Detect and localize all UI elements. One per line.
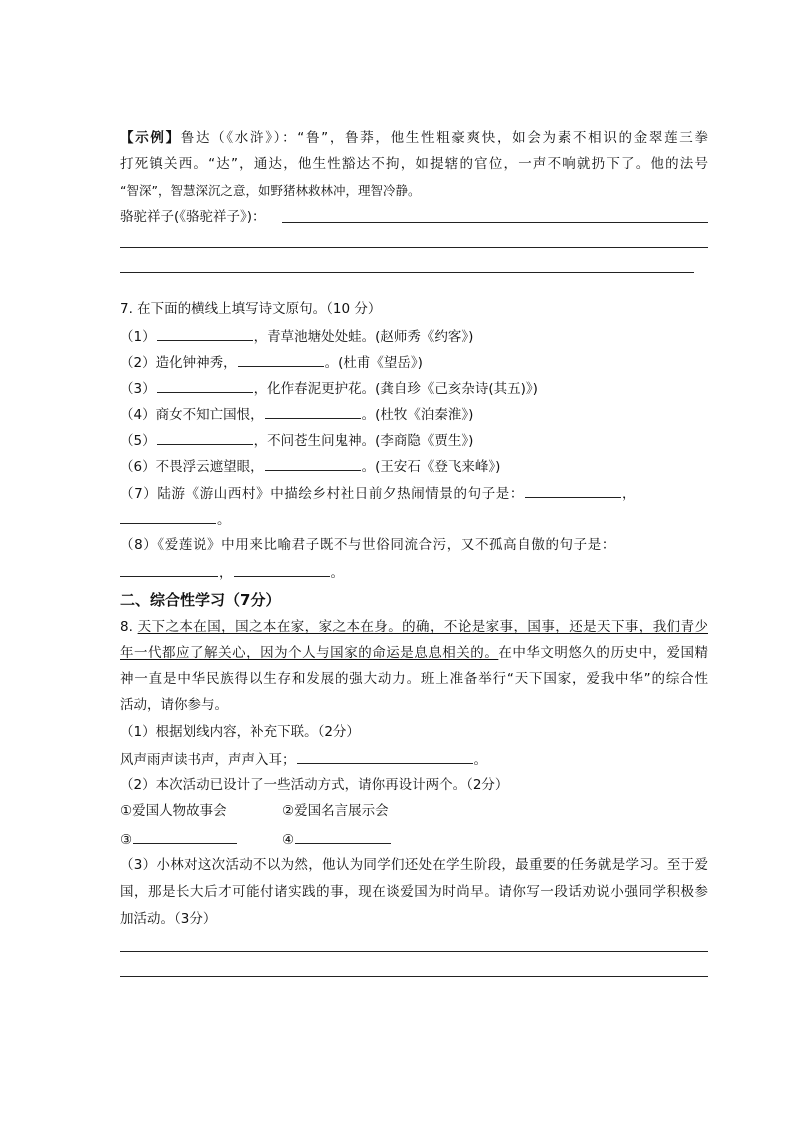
activity-item-4: ④ [282, 830, 392, 848]
blank-field[interactable] [120, 563, 218, 577]
q8-line-3: 神一直是中华民族得以生存和发展的强大动力。班上准备举行“天下国家，爱我中华”的综合性 [120, 671, 708, 687]
blank-field[interactable] [157, 431, 253, 445]
section-2-title: 二、综合性学习（7分） [120, 591, 281, 609]
q7-item-6: （6）不畏浮云遮望眼， 。(王安石《登飞来峰》) [120, 459, 501, 475]
example-line-1: 【示例】鲁达（《水浒》）：“鲁”，鲁莽，他生性粗豪爽快，如会为素不相识的金翠莲三拳 [120, 130, 708, 146]
example-label: 【示例】 [120, 130, 181, 146]
q8-sub3-line-2: 国，那是长大后才可能付诸实践的事，现在谈爱国为时尚早。请你写一段话劝说小强同学积极参 [120, 884, 708, 900]
couplet-blank[interactable] [297, 750, 473, 764]
activity-item-2: ②爱国名言展示会 [282, 803, 389, 819]
q8-line-2: 年一代都应了解关心，因为个人与国家的命运是息息相关的。在中华文明悠久的历史中，爱国精 [120, 645, 709, 661]
q7-item-7-cont: 。 [120, 510, 231, 528]
q8-sub1-title: （1）根据划线内容，补充下联。（2分） [120, 724, 360, 740]
q7-item-1: （1） ，青草池塘处处蛙。(赵师秀《约客》) [120, 329, 474, 345]
blank-field[interactable] [265, 405, 361, 419]
activity-blank-4[interactable] [295, 830, 391, 844]
blank-field[interactable] [238, 353, 324, 367]
q7-title: 7. 在下面的横线上填写诗文原句。（10 分） [120, 301, 382, 317]
q8-sub2-title: （2）本次活动已设计了一些活动方式，请你再设计两个。（2分） [120, 777, 509, 793]
q7-item-5: （5） ，不问苍生问鬼神。(李商隐《贾生》) [120, 433, 474, 449]
activity-item-1: ①爱国人物故事会 [120, 803, 227, 819]
example-line-3: “智深”，智慧深沉之意，如野猪林救林冲，理智冷静。 [120, 183, 421, 198]
q8-sub3-line-1: （3）小林对这次活动不以为然，他认为同学们还处在学生阶段，最重要的任务就是学习。至于爱 [120, 857, 708, 873]
q7-item-8: （8）《爱莲说》中用来比喻君子既不与世俗同流合污，又不孤高自傲的句子是： [120, 537, 616, 553]
q8-sub3-line-3: 加活动。（3分） [120, 911, 217, 927]
q7-item-7: （7）陆游《游山西村》中描绘乡村社日前夕热闹情景的句子是： ， [120, 486, 636, 502]
answer-line-1[interactable] [282, 222, 708, 223]
q8-sub1-prompt: 风声雨声读书声，声声入耳； 。 [120, 752, 487, 768]
answer-line-3[interactable] [120, 272, 694, 273]
q8-line-1: 8. 天下之本在国，国之本在家，家之本在身。的确，不论是家事，国事，还是天下事，我们青少 [120, 619, 708, 635]
activity-item-3: ③ [120, 830, 238, 848]
q7-item-4: （4）商女不知亡国恨， 。(杜牧《泊秦淮》) [120, 407, 474, 423]
q7-item-8-cont: ， 。 [120, 563, 344, 581]
activity-blank-3[interactable] [133, 830, 237, 844]
blank-field[interactable] [157, 327, 253, 341]
example-line-2: 打死镇关西。“达”，通达，他生性豁达不拘，如提辖的官位，一声不响就扔下了。他的法号 [120, 156, 708, 172]
q8-line-4: 活动，请你参与。 [120, 697, 228, 713]
blank-field[interactable] [525, 484, 621, 498]
blank-field[interactable] [157, 379, 253, 393]
answer-line-2[interactable] [120, 247, 708, 248]
blank-field[interactable] [234, 563, 330, 577]
blank-field[interactable] [120, 510, 216, 524]
answer-prompt: 骆驼祥子(《骆驼祥子》)： [120, 209, 266, 225]
blank-field[interactable] [265, 457, 361, 471]
q7-item-2: （2）造化钟神秀， 。(杜甫《望岳》) [120, 355, 423, 371]
essay-line-2[interactable] [120, 976, 708, 977]
essay-line-1[interactable] [120, 951, 708, 952]
q7-item-3: （3） ，化作春泥更护花。(龚自珍《己亥杂诗(其五)》) [120, 381, 538, 397]
